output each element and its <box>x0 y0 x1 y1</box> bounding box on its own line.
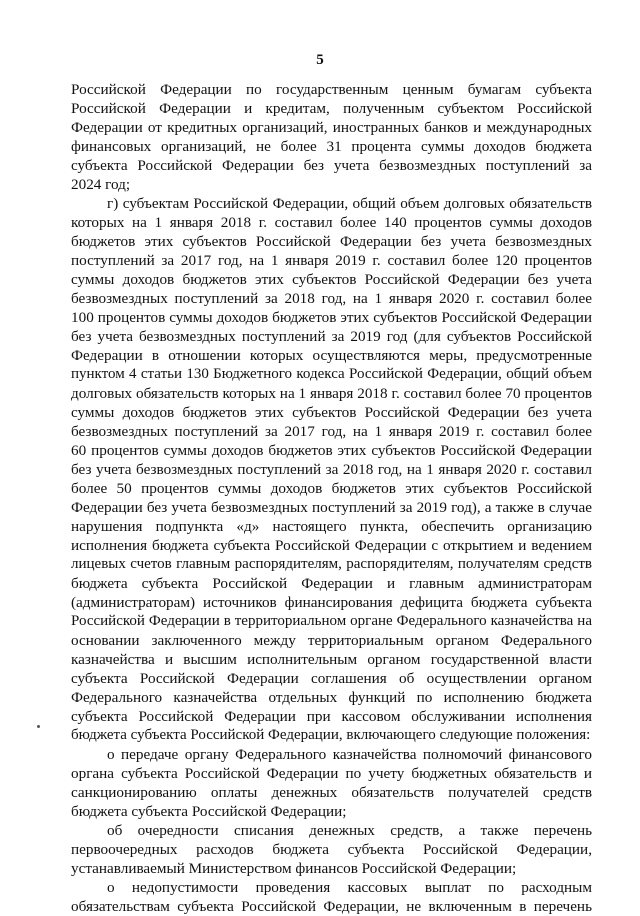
text-line: безвозмездных поступлений за 2017 год, на 1 января 2019 г. составил более <box>71 423 592 440</box>
text-line: Федерации от кредитных организаций, иностранных банков и международных <box>71 119 592 136</box>
text-line: основании заключенного между территориальным органом Федерального <box>71 632 592 649</box>
text-line: Федерации без учета безвозмездных поступлений за 2019 год), а также в случае <box>71 499 592 516</box>
text-line: суммы доходов бюджетов этих субъектов Российской Федерации без учета <box>71 271 592 288</box>
text-line: бюджета субъекта Российской Федерации, включающего следующие положения: <box>71 727 591 743</box>
text-line: 60 процентов суммы доходов бюджетов этих субъектов Российской Федерации <box>71 442 592 459</box>
text-line: лицевых счетов главным распорядителям, распорядителям, получателям средств <box>71 556 592 572</box>
text-line: органа субъекта Российской Федерации по учету бюджетных обязательств и <box>71 765 592 782</box>
text-line: Российской Федерации в территориальном органе Федерального казначейства на <box>71 613 592 629</box>
text-line: субъекта Российской Федерации при кассовом обслуживании исполнения <box>71 708 592 725</box>
text-line: первоочередных расходов бюджета субъекта Российской Федерации, <box>71 841 592 858</box>
text-line: 100 процентов суммы доходов бюджетов этих субъектов Российской Федерации <box>71 309 592 326</box>
text-line: без учета безвозмездных поступлений за 2019 год (для субъектов Российской <box>71 328 592 345</box>
text-line: исполнения бюджета субъекта Российской Федерации с открытием и ведением <box>71 537 592 554</box>
text-line: казначейства и высшим исполнительным органом государственной власти <box>71 651 592 668</box>
text-line: (администраторам) источников финансирования дефицита бюджета субъекта <box>71 594 592 611</box>
text-line: о передаче органу Федерального казначейства полномочий финансового <box>107 746 592 763</box>
scan-speck <box>37 725 40 728</box>
text-line: бюджета субъекта Российской Федерации; <box>71 803 347 820</box>
text-line: обязательствам субъекта Российской Федерации, не включенным в перечень <box>71 898 592 915</box>
text-line: санкционированию оплаты денежных обязательств получателей средств <box>71 784 592 801</box>
text-line: финансовых организаций, не более 31 процента суммы доходов бюджета <box>71 138 592 155</box>
text-line: субъекта Российской Федерации соглашения об осуществлении органом <box>71 670 592 687</box>
page-number: 5 <box>316 52 324 68</box>
text-line: безвозмездных поступлений за 2018 год, на 1 января 2020 г. составил более <box>71 290 592 307</box>
text-line: суммы доходов бюджетов этих субъектов Российской Федерации без учета <box>71 404 592 421</box>
text-line: устанавливаемый Министерством финансов Российской Федерации; <box>71 860 517 877</box>
text-line: субъекта Российской Федерации без учета безвозмездных поступлений за <box>71 157 592 174</box>
text-line: более 50 процентов суммы доходов бюджетов этих субъектов Российской <box>71 480 592 497</box>
text-line: Российской Федерации и кредитам, полученным субъектом Российской <box>71 100 592 117</box>
text-line: о недопустимости проведения кассовых выплат по расходным <box>107 879 592 896</box>
text-line: Федерации в отношении которых осуществляются меры, предусмотренные <box>71 347 592 364</box>
text-line: поступлений за 2017 год, на 1 января 2019 г. составил более 120 процентов <box>71 252 592 269</box>
text-line: Российской Федерации по государственным ценным бумагам субъекта <box>71 81 592 98</box>
text-line: без учета безвозмездных поступлений за 2018 год, на 1 января 2020 г. составил <box>71 461 592 478</box>
text-line: которых на 1 января 2018 г. составил более 140 процентов суммы доходов <box>71 214 592 231</box>
text-line: об очередности списания денежных средств, а также перечень <box>107 822 592 839</box>
text-line: 2024 год; <box>71 176 131 193</box>
text-line: пунктом 4 статьи 130 Бюджетного кодекса Российской Федерации, общий объем <box>71 366 592 382</box>
text-line: Федерального казначейства отдельных функций по исполнению бюджета <box>71 689 592 706</box>
text-line: нарушения подпункта «д» настоящего пункта, обеспечить организацию <box>71 518 592 535</box>
body-text <box>71 80 592 916</box>
text-line: бюджетов этих субъектов Российской Федерации без учета безвозмездных <box>71 233 592 250</box>
text-line: г) субъектам Российской Федерации, общий объем долговых обязательств <box>107 195 592 212</box>
text-line: бюджета субъекта Российской Федерации и главным администраторам <box>71 575 592 592</box>
text-line: долговых обязательств которых на 1 января 2018 г. составил более 70 процентов <box>71 385 592 402</box>
